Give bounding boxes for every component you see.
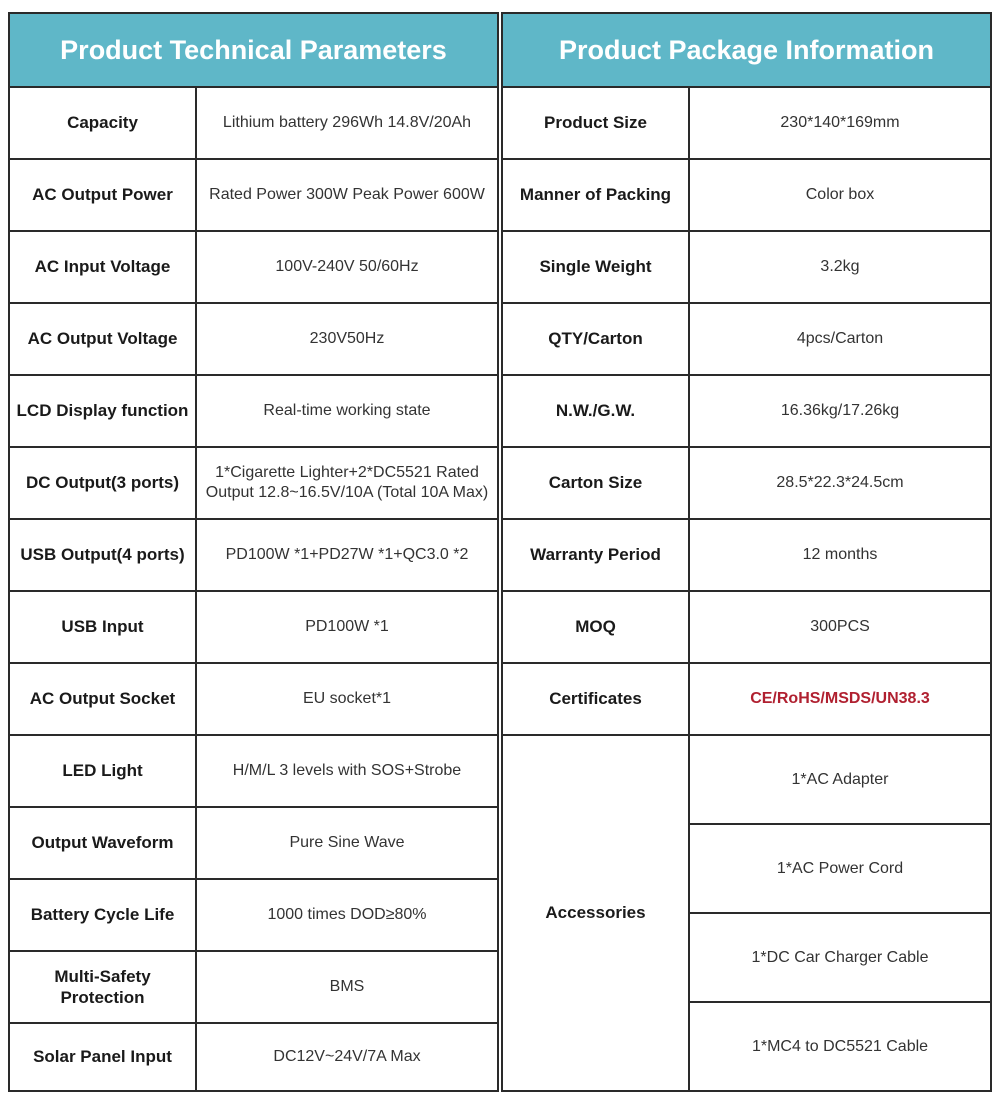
param-value: Pure Sine Wave xyxy=(289,834,405,851)
package-value: 3.2kg xyxy=(820,258,860,275)
package-label: MOQ xyxy=(503,592,690,662)
table-row xyxy=(503,88,990,160)
package-value: 230*140*169mm xyxy=(780,114,900,131)
param-label: USB Output(4 ports) xyxy=(10,520,197,590)
table-row xyxy=(10,232,497,304)
package-value: 16.36kg/17.26kg xyxy=(780,402,900,419)
table-row xyxy=(10,664,497,736)
param-label: AC Input Voltage xyxy=(10,232,197,302)
table-row xyxy=(10,1024,497,1090)
param-label: Multi-Safety Protection xyxy=(10,952,197,1022)
param-label: LCD Display function xyxy=(10,376,197,446)
package-label: Carton Size xyxy=(503,448,690,518)
param-value: H/M/L 3 levels with SOS+Strobe xyxy=(232,762,462,779)
table-row xyxy=(503,160,990,232)
package-label: N.W./G.W. xyxy=(503,376,690,446)
param-label: Capacity xyxy=(10,88,197,158)
param-value: 100V-240V 50/60Hz xyxy=(275,258,419,275)
table-row xyxy=(10,448,497,520)
table-row xyxy=(10,952,497,1024)
package-value: 300PCS xyxy=(810,618,870,635)
table-row xyxy=(10,592,497,664)
param-label: USB Input xyxy=(10,592,197,662)
package-value: 4pcs/Carton xyxy=(796,330,884,347)
param-label: AC Output Socket xyxy=(10,664,197,734)
param-value: BMS xyxy=(329,978,365,995)
table-row xyxy=(10,304,497,376)
param-value: Lithium battery 296Wh 14.8V/20Ah xyxy=(222,114,472,131)
table-row xyxy=(503,448,990,520)
accessory-item: 1*AC Adapter xyxy=(690,736,990,825)
package-value: 12 months xyxy=(802,546,878,563)
param-value: Rated Power 300W Peak Power 600W xyxy=(209,186,485,203)
table-row xyxy=(10,88,497,160)
package-label: Product Size xyxy=(503,88,690,158)
accessories-block xyxy=(503,736,990,1090)
package-label: QTY/Carton xyxy=(503,304,690,374)
accessory-item: 1*AC Power Cord xyxy=(690,825,990,914)
package-label: Warranty Period xyxy=(503,520,690,590)
package-information-header: Product Package Information xyxy=(503,14,990,88)
table-row xyxy=(503,592,990,664)
accessories-list xyxy=(690,736,990,1090)
param-value: DC12V~24V/7A Max xyxy=(273,1048,421,1065)
param-label: LED Light xyxy=(10,736,197,806)
table-row xyxy=(503,520,990,592)
param-value: Real-time working state xyxy=(263,402,431,419)
accessory-item: 1*MC4 to DC5521 Cable xyxy=(751,1037,929,1055)
param-label: DC Output(3 ports) xyxy=(10,448,197,518)
package-value: 28.5*22.3*24.5cm xyxy=(776,474,904,491)
package-information-table xyxy=(501,12,992,1092)
param-label: Output Waveform xyxy=(10,808,197,878)
technical-parameters-table xyxy=(8,12,499,1092)
param-value: PD100W *1 xyxy=(305,618,389,635)
package-label: Manner of Packing xyxy=(503,160,690,230)
package-label: Single Weight xyxy=(503,232,690,302)
param-value: 230V50Hz xyxy=(309,330,385,347)
technical-parameters-header: Product Technical Parameters xyxy=(10,14,497,88)
table-row xyxy=(10,376,497,448)
certificates-value: CE/RoHS/MSDS/UN38.3 xyxy=(750,690,930,707)
param-value: PD100W *1+PD27W *1+QC3.0 *2 xyxy=(225,546,469,563)
accessory-item: 1*DC Car Charger Cable xyxy=(690,914,990,1003)
table-row xyxy=(10,520,497,592)
package-label: Certificates xyxy=(503,664,690,734)
param-value: 1000 times DOD≥80% xyxy=(267,906,427,923)
table-row xyxy=(503,664,990,736)
table-row xyxy=(503,376,990,448)
param-value: EU socket*1 xyxy=(302,690,392,707)
param-label: Solar Panel Input xyxy=(10,1024,197,1090)
table-row xyxy=(503,304,990,376)
table-row xyxy=(503,232,990,304)
param-value: 1*Cigarette Lighter+2*DC5521 Rated Output 12.8~16.5V/10A (Total 10A Max) xyxy=(205,464,489,501)
table-row xyxy=(10,160,497,232)
table-row xyxy=(10,808,497,880)
table-row xyxy=(10,736,497,808)
table-row xyxy=(10,880,497,952)
package-value: Color box xyxy=(805,186,875,203)
accessories-label: Accessories xyxy=(503,736,690,1090)
param-label: AC Output Voltage xyxy=(10,304,197,374)
param-label: AC Output Power xyxy=(10,160,197,230)
param-label: Battery Cycle Life xyxy=(10,880,197,950)
